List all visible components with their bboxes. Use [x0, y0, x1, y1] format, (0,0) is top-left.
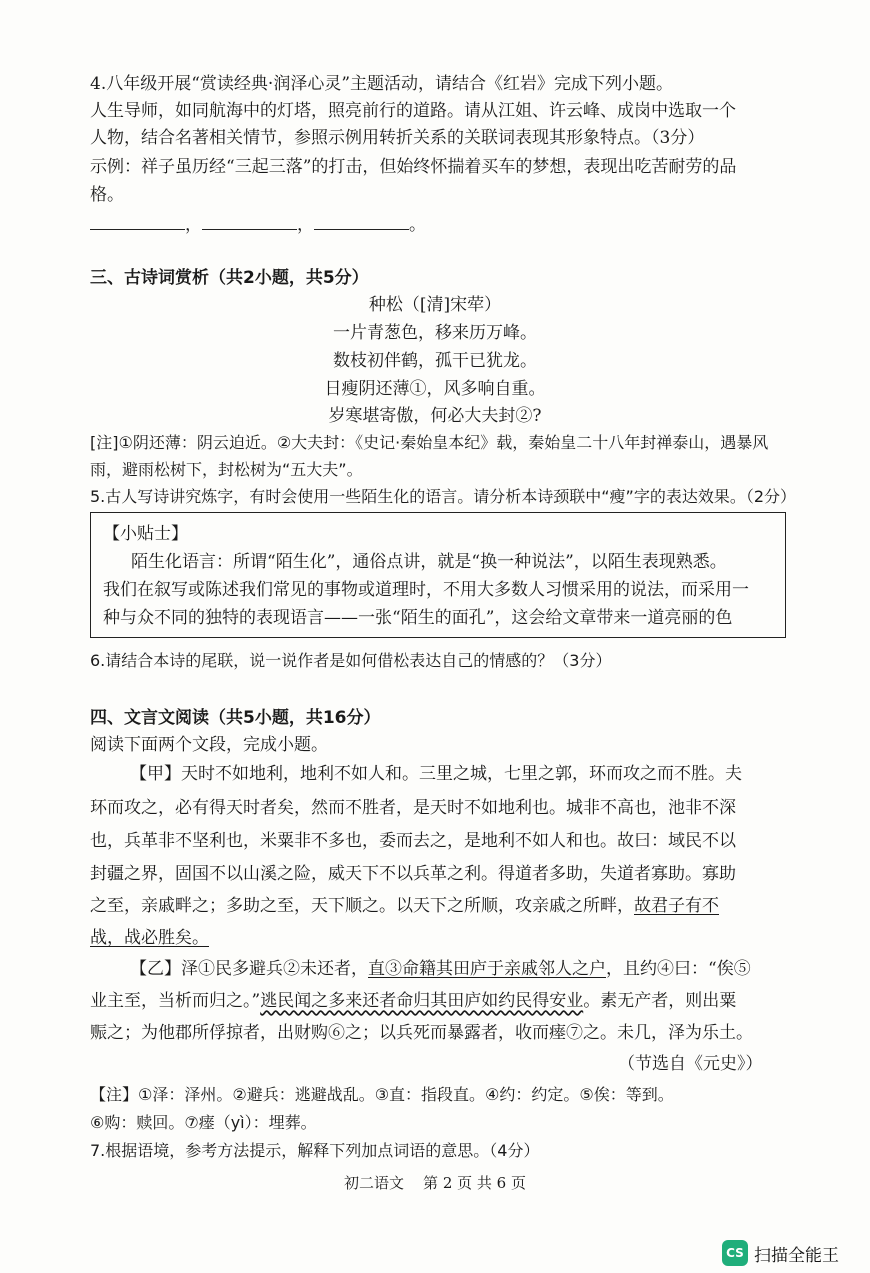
section-3-heading: 三、古诗词赏析（共2小题，共5分） — [90, 268, 369, 288]
answer-blank-1[interactable] — [90, 215, 185, 230]
passage-yi-line-2: 业主至，当析而归之。”逃民闻之多来还者命归其田庐如约民得安业。素无产者，则出粟 — [90, 991, 737, 1011]
passage-source: （节选自《元史》） — [618, 1054, 763, 1074]
underlined-phrase-yi: 直③命籍其田庐于亲戚邻人之户 — [368, 959, 606, 979]
q4-example-line-1: 示例：祥子虽历经“三起三落”的打击，但始终怀揣着买车的梦想，表现出吃苦耐劳的品 — [90, 157, 737, 177]
passage-note-line-2: ⑥购：赎回。⑦瘗（yì）：埋葬。 — [90, 1113, 317, 1132]
poem-line-1: 一片青葱色，移来历万峰。 — [333, 323, 537, 343]
q4-line-2: 人生导师，如同航海中的灯塔，照亮前行的道路。请从江姐、许云峰、成岗中选取一个 — [90, 101, 736, 121]
passage-jia-line-2: 环而攻之，必有得天时者矣，然而不胜者，是天时不如地利也。城非不高也，池非不深 — [90, 798, 736, 818]
tip-line-1: 陌生化语言：所谓“陌生化”，通俗点讲，就是“换一种说法”，以陌生表现熟悉。 — [131, 552, 727, 572]
question-7: 7.根据语境，参考方法提示，解释下列加点词语的意思。（4分） — [90, 1141, 540, 1160]
q4-example-line-2: 格。 — [90, 185, 124, 205]
question-5: 5.古人写诗讲究炼字，有时会使用一些陌生化的语言。请分析本诗颈联中“瘦”字的表达效果。（2分） — [90, 487, 797, 506]
poem-line-3: 日瘦阴还薄①，风多响自重。 — [324, 379, 546, 399]
q4-answer-blanks[interactable]: ， ， 。 — [90, 214, 426, 236]
passage-yi-line-1: 【乙】泽①民多避兵②未还者，直③命籍其田庐于亲戚邻人之户，且约④曰：“俟⑤ — [130, 959, 751, 979]
passage-jia-line-4: 封疆之界，固国不以山溪之险，威天下不以兵革之利。得道者多助，失道者寡助。寡助 — [90, 864, 736, 884]
section-4-heading: 四、文言文阅读（共5小题，共16分） — [90, 708, 381, 728]
wavy-underlined-sentence: 逃民闻之多来还者命归其田庐如约民得安业 — [260, 991, 584, 1011]
poem-title: 种松（[清]宋荦） — [368, 295, 502, 315]
poem-line-4: 岁寒堪寄傲，何必大夫封②? — [328, 406, 542, 426]
question-6: 6.请结合本诗的尾联，说一说作者是如何借松表达自己的情感的？（3分） — [90, 651, 612, 670]
passage-jia-line-5: 之至，亲戚畔之；多助之至，天下顺之。以天下之所顺，攻亲戚之所畔，故君子有不 — [90, 896, 719, 916]
passage-jia-line-3: 也，兵革非不坚利也，米粟非不多也，委而去之，是地利不如人和也。故曰：域民不以 — [90, 831, 736, 851]
q4-line-3: 人物，结合名著相关情节，参照示例用转折关系的关联词表现其形象特点。（3分） — [90, 128, 705, 148]
q4-line-1: 4.八年级开展“赏读经典·润泽心灵”主题活动，请结合《红岩》完成下列小题。 — [90, 74, 674, 94]
camscanner-logo-icon: CS — [722, 1240, 748, 1266]
passage-note-line-1: 【注】①泽：泽州。②避兵：逃避战乱。③直：指段直。④约：约定。⑤俟：等到。 — [90, 1085, 674, 1104]
poem-line-2: 数枝初伴鹤，孤干已犹龙。 — [333, 351, 537, 371]
scanner-watermark — [722, 1240, 839, 1266]
page-footer: 初二语文 第 2 页 共 6 页 — [343, 1174, 526, 1192]
underlined-sentence-jia: 故君子有不 — [634, 896, 719, 916]
passage-jia-line-6: 战，战必胜矣。 — [90, 928, 209, 948]
tip-box — [90, 512, 786, 638]
tip-line-2: 我们在叙写或陈述我们常见的事物或道理时，不用大多数人习惯采用的说法，而采用一 — [103, 580, 749, 600]
poem-note-line-1: [注]①阴还薄：阴云迫近。②大夫封：《史记·秦始皇本纪》载，秦始皇二十八年封禅泰山，遇暴风 — [90, 433, 769, 452]
answer-blank-2[interactable] — [202, 215, 297, 230]
reading-intro: 阅读下面两个文段，完成小题。 — [90, 735, 328, 755]
tip-title: 【小贴士】 — [103, 524, 188, 544]
passage-jia-line-1: 【甲】天时不如地利，地利不如人和。三里之城，七里之郭，环而攻之而不胜。夫 — [130, 764, 742, 784]
poem-note-line-2: 雨，避雨松树下，封松树为“五大夫”。 — [90, 460, 363, 479]
passage-yi-line-3: 赈之；为他郡所俘掠者，出财购⑥之；以兵死而暴露者，收而瘗⑦之。未几，泽为乐土。 — [90, 1023, 753, 1043]
answer-blank-3[interactable] — [314, 215, 409, 230]
tip-line-3: 种与众不同的独特的表现语言——一张“陌生的面孔”，这会给文章带来一道亮丽的色 — [103, 608, 733, 628]
watermark-label: 扫描全能王 — [754, 1245, 839, 1266]
